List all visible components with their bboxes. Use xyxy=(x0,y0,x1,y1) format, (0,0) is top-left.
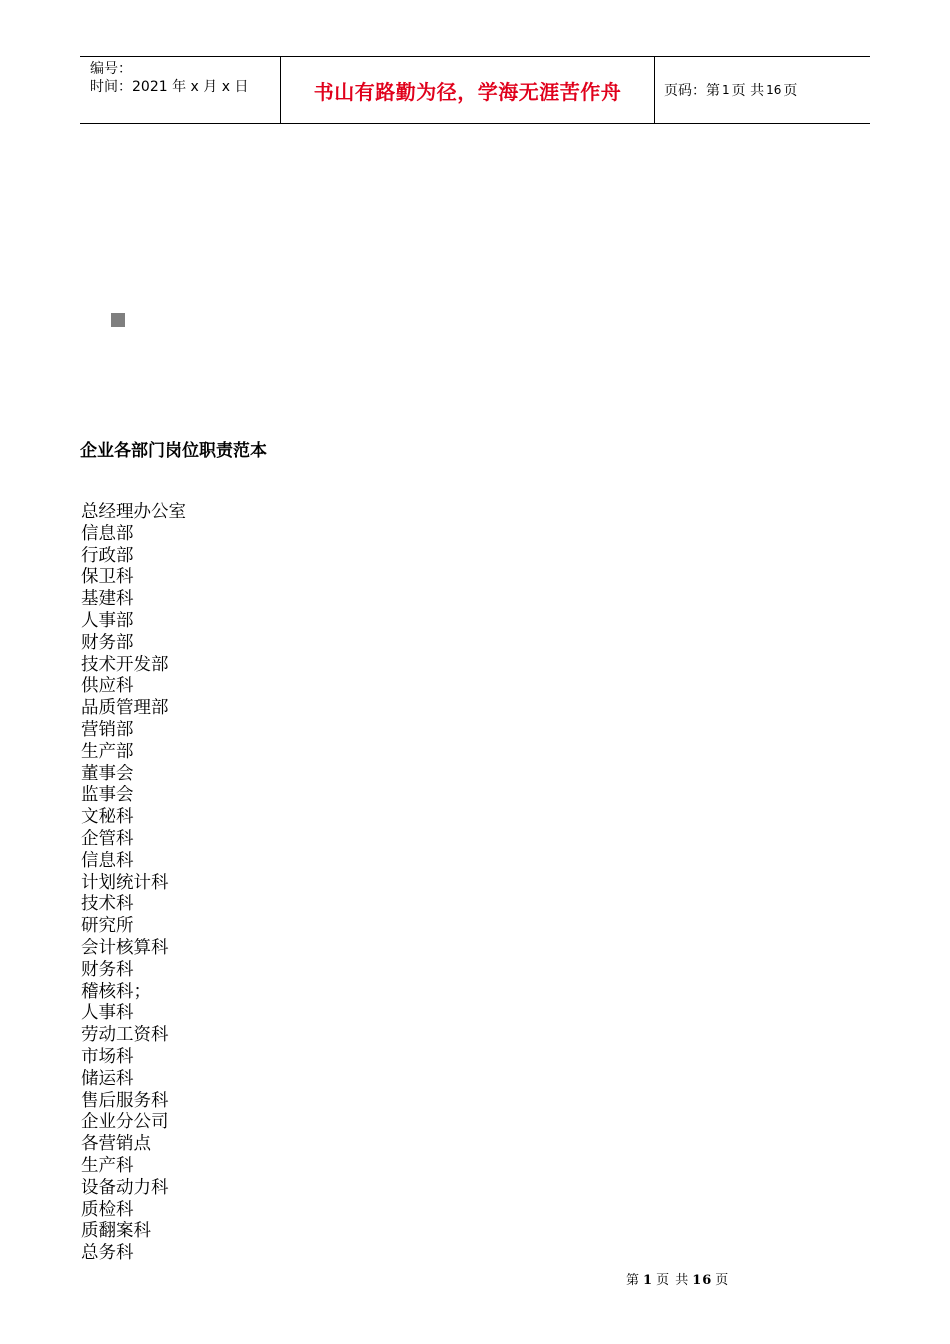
department-list-item: 计划统计科 xyxy=(81,872,169,893)
footer-mid: 页 共 xyxy=(656,1273,690,1288)
header-page-mid: 页 共 xyxy=(731,83,765,99)
document-title: 企业各部门岗位职责范本 xyxy=(80,441,267,461)
department-list-item: 总经理办公室 xyxy=(81,502,186,522)
department-list-item: 生产科 xyxy=(81,1155,134,1176)
department-list-item: 质翻案科 xyxy=(81,1221,151,1242)
square-bullet-icon xyxy=(111,313,125,327)
footer-page-total: 16 xyxy=(692,1273,713,1288)
department-list-item: 总务科 xyxy=(81,1243,134,1264)
department-list-item: 文秘科 xyxy=(81,807,134,828)
header-page-prefix: 页码：第 xyxy=(664,83,720,99)
footer-page-current: 1 xyxy=(643,1273,654,1288)
department-list-item: 设备动力科 xyxy=(81,1177,169,1198)
header-page-total: 16 xyxy=(766,83,782,97)
department-list-item: 市场科 xyxy=(81,1046,134,1067)
header-time-label: 时间：2021 年 x 月 x 日 xyxy=(90,79,249,95)
department-list-item: 技术开发部 xyxy=(81,654,169,675)
header-page-info xyxy=(655,57,870,123)
page-footer xyxy=(626,1269,729,1288)
department-list-item: 企管科 xyxy=(81,828,134,849)
department-list-item: 行政部 xyxy=(81,545,134,566)
department-list-item: 劳动工资科 xyxy=(81,1025,169,1046)
department-list-item: 技术科 xyxy=(81,894,134,915)
department-list-item: 储运科 xyxy=(81,1068,134,1089)
header-page-suffix: 页 xyxy=(783,83,798,99)
department-list-item: 质检科 xyxy=(81,1199,134,1220)
footer-prefix: 第 xyxy=(626,1273,641,1288)
page-header xyxy=(80,56,870,124)
department-list-item: 各营销点 xyxy=(81,1134,151,1155)
department-list-item: 基建科 xyxy=(81,589,134,610)
department-list-item: 售后服务科 xyxy=(81,1090,169,1111)
footer-suffix: 页 xyxy=(715,1273,730,1288)
department-list-item: 企业分公司 xyxy=(81,1112,169,1133)
header-page-current: 1 xyxy=(722,83,730,97)
department-list-item: 财务部 xyxy=(81,632,134,653)
department-list xyxy=(81,502,186,1265)
department-list-item: 保卫科 xyxy=(81,567,134,588)
department-list-item: 会计核算科 xyxy=(81,937,169,958)
department-list-item: 供应科 xyxy=(81,676,134,697)
department-list-item: 稽核科； xyxy=(81,981,151,1002)
department-list-item: 人事科 xyxy=(81,1003,134,1024)
department-list-item: 人事部 xyxy=(81,610,134,631)
department-list-item: 信息部 xyxy=(81,523,134,544)
department-list-item: 财务科 xyxy=(81,959,134,980)
header-motto: 书山有路勤为径，学海无涯苦作舟 xyxy=(313,79,622,104)
department-list-item: 营销部 xyxy=(81,719,134,740)
header-meta xyxy=(80,57,281,123)
department-list-item: 生产部 xyxy=(81,741,134,762)
department-list-item: 董事会 xyxy=(81,763,134,784)
header-number-label: 编号： xyxy=(90,61,132,77)
department-list-item: 信息科 xyxy=(81,850,134,871)
department-list-item: 研究所 xyxy=(81,916,134,937)
header-motto-cell xyxy=(281,57,655,123)
department-list-item: 品质管理部 xyxy=(81,698,169,719)
department-list-item: 监事会 xyxy=(81,785,134,806)
